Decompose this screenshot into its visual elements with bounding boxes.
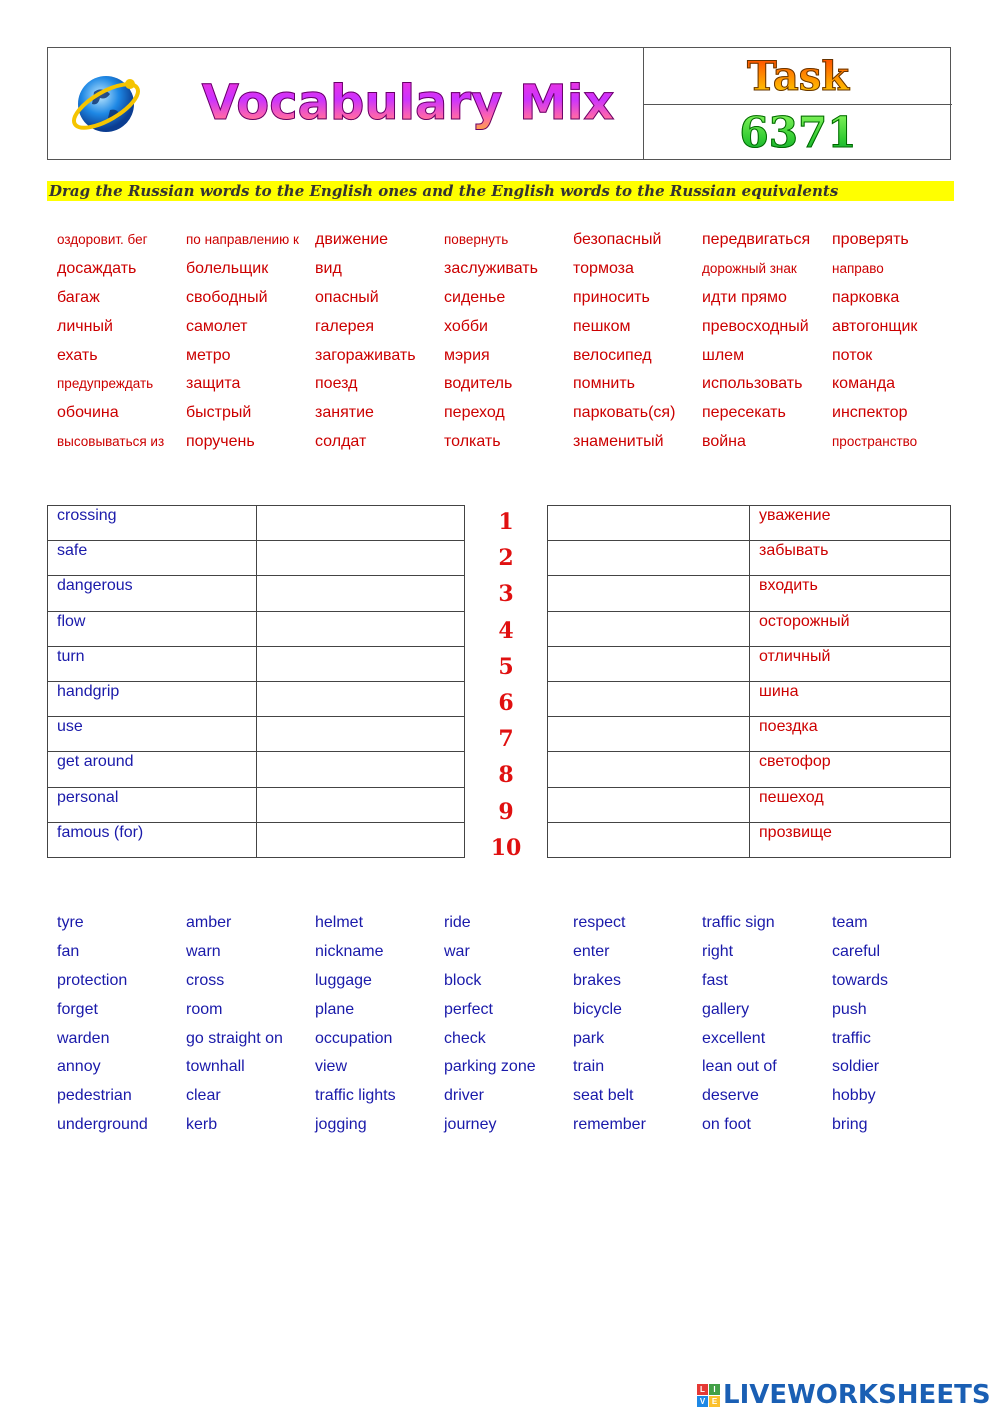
english-word-chip[interactable]: train bbox=[573, 1058, 605, 1076]
english-word-chip[interactable]: careful bbox=[832, 942, 881, 960]
russian-prompt-word: осторожный bbox=[750, 611, 951, 646]
russian-word-chip[interactable]: команда bbox=[832, 375, 896, 393]
english-word-chip[interactable]: gallery bbox=[702, 1000, 750, 1018]
drop-target-slot[interactable] bbox=[257, 787, 465, 822]
table-row bbox=[548, 646, 951, 681]
english-word-chip[interactable]: jogging bbox=[315, 1116, 367, 1134]
english-word-chip[interactable]: occupation bbox=[315, 1029, 393, 1047]
brand-block: L bbox=[697, 1384, 708, 1395]
russian-word-chip[interactable]: война bbox=[702, 433, 746, 451]
drop-target-slot[interactable] bbox=[548, 611, 750, 646]
table-row bbox=[548, 576, 951, 611]
russian-word-chip[interactable]: проверять bbox=[832, 231, 909, 248]
english-word-chip[interactable]: annoy bbox=[57, 1058, 101, 1076]
english-word-chip[interactable]: plane bbox=[315, 1000, 355, 1018]
row-number-column bbox=[475, 505, 537, 867]
english-word-chip[interactable]: townhall bbox=[186, 1058, 245, 1076]
russian-word-chip[interactable]: велосипед bbox=[573, 346, 652, 364]
russian-word-chip[interactable]: защита bbox=[186, 375, 241, 393]
row-number: 8 bbox=[498, 762, 514, 789]
russian-word-chip[interactable]: ехать bbox=[57, 346, 98, 364]
row-number: 6 bbox=[498, 689, 514, 716]
russian-word-chip[interactable]: повернуть bbox=[444, 232, 509, 247]
russian-prompt-word: уважение bbox=[750, 506, 951, 541]
russian-prompt-word: шина bbox=[750, 681, 951, 716]
table-row bbox=[48, 752, 465, 787]
russian-word-chip[interactable]: личный bbox=[57, 317, 113, 335]
brand-block: I bbox=[709, 1384, 720, 1395]
russian-word-chip[interactable]: багаж bbox=[57, 288, 100, 306]
drop-target-slot[interactable] bbox=[548, 752, 750, 787]
russian-word-chip[interactable]: помнить bbox=[573, 375, 635, 393]
english-word-chip[interactable]: traffic lights bbox=[315, 1087, 396, 1105]
english-word-chip[interactable]: on foot bbox=[702, 1116, 751, 1134]
russian-word-chip[interactable]: быстрый bbox=[186, 404, 252, 422]
drop-target-slot[interactable] bbox=[548, 822, 750, 857]
english-word-chip[interactable]: underground bbox=[57, 1116, 148, 1134]
english-prompt-word: use bbox=[48, 717, 257, 752]
drop-target-slot[interactable] bbox=[257, 576, 465, 611]
russian-word-chip[interactable]: хобби bbox=[444, 317, 488, 335]
english-word-chip[interactable]: go straight on bbox=[186, 1029, 283, 1047]
russian-word-chip[interactable]: пешком bbox=[573, 317, 631, 335]
english-word-chip[interactable]: remember bbox=[573, 1116, 646, 1134]
english-word-chip[interactable]: enter bbox=[573, 942, 610, 960]
english-prompt-word: dangerous bbox=[48, 576, 257, 611]
table-row bbox=[548, 787, 951, 822]
russian-prompt-word: пешеход bbox=[750, 787, 951, 822]
drop-target-slot[interactable] bbox=[548, 717, 750, 752]
russian-word-chip[interactable]: галерея bbox=[315, 317, 375, 335]
russian-word-chip[interactable]: солдат bbox=[315, 433, 367, 451]
russian-word-chip[interactable]: использовать bbox=[702, 375, 803, 393]
row-number: 7 bbox=[498, 726, 514, 753]
russian-word-chip[interactable]: поток bbox=[832, 346, 873, 364]
drop-target-slot[interactable] bbox=[548, 681, 750, 716]
russian-word-chip[interactable]: передвигаться bbox=[702, 231, 811, 248]
table-row bbox=[48, 576, 465, 611]
russian-word-bank bbox=[57, 226, 961, 457]
russian-prompt-word: отличный bbox=[750, 646, 951, 681]
table-row bbox=[48, 646, 465, 681]
table-row bbox=[548, 681, 951, 716]
drop-target-slot[interactable] bbox=[257, 541, 465, 576]
english-word-chip[interactable]: push bbox=[832, 1000, 867, 1018]
row-number: 9 bbox=[498, 798, 514, 825]
table-row bbox=[48, 822, 465, 857]
english-word-chip[interactable]: protection bbox=[57, 971, 128, 989]
english-word-chip[interactable]: parking zone bbox=[444, 1058, 536, 1076]
russian-word-chip[interactable]: идти прямо bbox=[702, 288, 787, 306]
english-matching-table bbox=[47, 505, 465, 858]
english-word-chip[interactable]: right bbox=[702, 942, 734, 960]
table-row bbox=[48, 506, 465, 541]
english-word-chip[interactable]: ride bbox=[444, 914, 471, 931]
english-word-chip[interactable]: bring bbox=[832, 1116, 868, 1134]
russian-word-chip[interactable]: поручень bbox=[186, 433, 255, 451]
drop-target-slot[interactable] bbox=[257, 611, 465, 646]
english-word-chip[interactable]: pedestrian bbox=[57, 1087, 132, 1105]
russian-word-chip[interactable]: автогонщик bbox=[832, 317, 918, 335]
row-number: 10 bbox=[490, 834, 522, 861]
table-row bbox=[48, 681, 465, 716]
russian-word-chip[interactable]: болельщик bbox=[186, 259, 269, 277]
brand-block: E bbox=[709, 1396, 720, 1407]
table-row bbox=[48, 787, 465, 822]
russian-word-chip[interactable]: парковка bbox=[832, 288, 900, 306]
english-word-chip[interactable]: view bbox=[315, 1058, 348, 1076]
russian-word-chip[interactable]: знаменитый bbox=[573, 433, 664, 451]
russian-word-chip[interactable]: переход bbox=[444, 404, 505, 422]
english-word-bank bbox=[57, 909, 961, 1140]
table-row bbox=[548, 611, 951, 646]
english-word-chip[interactable]: fan bbox=[57, 942, 80, 960]
russian-word-chip[interactable]: поезд bbox=[315, 375, 358, 393]
english-word-chip[interactable]: tyre bbox=[57, 914, 84, 931]
russian-word-chip[interactable]: обочина bbox=[57, 404, 119, 422]
table-row bbox=[548, 717, 951, 752]
russian-word-chip[interactable]: вид bbox=[315, 259, 342, 277]
drop-target-slot[interactable] bbox=[257, 681, 465, 716]
russian-word-chip[interactable]: сиденье bbox=[444, 288, 506, 306]
english-word-chip[interactable]: team bbox=[832, 914, 868, 931]
english-prompt-word: safe bbox=[48, 541, 257, 576]
russian-word-chip[interactable]: пространство bbox=[832, 434, 918, 450]
russian-word-chip[interactable]: свободный bbox=[186, 288, 268, 306]
russian-word-chip[interactable]: по направлению к bbox=[186, 232, 299, 247]
english-prompt-word: personal bbox=[48, 787, 257, 822]
russian-prompt-word: входить bbox=[750, 576, 951, 611]
russian-word-chip[interactable]: дорожный знак bbox=[702, 260, 797, 276]
english-prompt-word: handgrip bbox=[48, 681, 257, 716]
english-word-chip[interactable]: driver bbox=[444, 1087, 485, 1105]
drop-target-slot[interactable] bbox=[548, 646, 750, 681]
english-prompt-word: get around bbox=[48, 752, 257, 787]
english-word-chip[interactable]: excellent bbox=[702, 1029, 766, 1047]
row-number: 3 bbox=[498, 581, 514, 608]
drop-target-slot[interactable] bbox=[257, 752, 465, 787]
english-word-chip[interactable]: perfect bbox=[444, 1000, 493, 1018]
russian-word-chip[interactable]: досаждать bbox=[57, 259, 137, 277]
drop-target-slot[interactable] bbox=[548, 541, 750, 576]
english-word-chip[interactable]: clear bbox=[186, 1087, 221, 1105]
row-number: 2 bbox=[498, 545, 514, 572]
table-row bbox=[48, 611, 465, 646]
english-word-chip[interactable]: respect bbox=[573, 914, 626, 931]
english-word-chip[interactable]: park bbox=[573, 1029, 605, 1047]
english-word-chip[interactable]: bicycle bbox=[573, 1000, 622, 1018]
english-prompt-word: famous (for) bbox=[48, 822, 257, 857]
header-divider bbox=[643, 104, 952, 105]
english-word-chip[interactable]: forget bbox=[57, 1000, 98, 1018]
english-word-chip[interactable]: warden bbox=[57, 1029, 110, 1047]
russian-word-chip[interactable]: безопасный bbox=[573, 231, 662, 248]
russian-word-chip[interactable]: шлем bbox=[702, 346, 745, 364]
russian-word-chip[interactable]: инспектор bbox=[832, 404, 908, 422]
english-word-chip[interactable]: warn bbox=[186, 942, 221, 960]
english-prompt-word: turn bbox=[48, 646, 257, 681]
russian-word-chip[interactable]: движение bbox=[315, 231, 389, 248]
russian-word-chip[interactable]: толкать bbox=[444, 433, 501, 451]
table-row bbox=[48, 717, 465, 752]
english-prompt-word: crossing bbox=[48, 506, 257, 541]
russian-prompt-word: прозвище bbox=[750, 822, 951, 857]
english-word-chip[interactable]: fast bbox=[702, 971, 728, 989]
english-word-chip[interactable]: towards bbox=[832, 971, 889, 989]
brand-block: V bbox=[697, 1396, 708, 1407]
russian-word-chip[interactable]: предупреждать bbox=[57, 376, 154, 392]
russian-word-chip[interactable]: пересекать bbox=[702, 404, 786, 422]
liveworksheets-logo bbox=[697, 1378, 991, 1412]
russian-prompt-word: поездка bbox=[750, 717, 951, 752]
russian-word-chip[interactable]: опасный bbox=[315, 288, 379, 306]
worksheet-title: Vocabulary Mix bbox=[198, 68, 618, 138]
table-row bbox=[548, 822, 951, 857]
worksheet-header bbox=[47, 47, 951, 160]
instruction-text: Drag the Russian words to the English ones and the English words to the Russian equivalents bbox=[47, 181, 954, 201]
english-word-chip[interactable]: soldier bbox=[832, 1058, 880, 1076]
russian-matching-table bbox=[547, 505, 951, 858]
english-word-chip[interactable]: amber bbox=[186, 914, 232, 931]
english-word-chip[interactable]: hobby bbox=[832, 1087, 876, 1105]
english-word-chip[interactable]: luggage bbox=[315, 971, 372, 989]
english-word-chip[interactable]: helmet bbox=[315, 914, 364, 931]
english-word-chip[interactable]: room bbox=[186, 1000, 223, 1018]
russian-word-chip[interactable]: оздоровит. бег bbox=[57, 232, 148, 247]
drop-target-slot[interactable] bbox=[257, 506, 465, 541]
table-row bbox=[548, 541, 951, 576]
russian-word-chip[interactable]: заслуживать bbox=[444, 259, 538, 277]
russian-word-chip[interactable]: высовываться из bbox=[57, 434, 165, 450]
drop-target-slot[interactable] bbox=[257, 646, 465, 681]
russian-word-chip[interactable]: направо bbox=[832, 260, 884, 276]
russian-prompt-word: забывать bbox=[750, 541, 951, 576]
brand-text: LIVEWORKSHEETS bbox=[723, 1380, 991, 1410]
english-word-chip[interactable]: nickname bbox=[315, 942, 384, 960]
table-row bbox=[48, 541, 465, 576]
row-number: 4 bbox=[498, 617, 514, 644]
russian-word-chip[interactable]: метро bbox=[186, 346, 231, 364]
task-number: 6371 bbox=[644, 106, 952, 160]
russian-word-chip[interactable]: тормоза bbox=[573, 259, 634, 277]
russian-word-chip[interactable]: самолет bbox=[186, 317, 248, 335]
english-word-chip[interactable]: lean out of bbox=[702, 1058, 777, 1076]
russian-word-chip[interactable]: мэрия bbox=[444, 346, 490, 364]
english-word-chip[interactable]: block bbox=[444, 971, 482, 989]
english-word-chip[interactable]: journey bbox=[444, 1116, 497, 1134]
table-row bbox=[548, 752, 951, 787]
english-word-chip[interactable]: kerb bbox=[186, 1116, 218, 1134]
english-prompt-word: flow bbox=[48, 611, 257, 646]
task-label: Task bbox=[644, 50, 952, 104]
english-word-chip[interactable]: check bbox=[444, 1029, 486, 1047]
russian-word-chip[interactable]: приносить bbox=[573, 288, 650, 306]
drop-target-slot[interactable] bbox=[548, 576, 750, 611]
english-word-chip[interactable]: deserve bbox=[702, 1087, 759, 1105]
russian-word-chip[interactable]: парковать(ся) bbox=[573, 404, 676, 422]
drop-target-slot[interactable] bbox=[548, 787, 750, 822]
english-word-chip[interactable]: war bbox=[444, 942, 470, 960]
english-word-chip[interactable]: seat belt bbox=[573, 1087, 634, 1105]
table-row bbox=[548, 506, 951, 541]
drop-target-slot[interactable] bbox=[257, 822, 465, 857]
english-word-chip[interactable]: brakes bbox=[573, 971, 622, 989]
russian-word-chip[interactable]: загораживать bbox=[315, 346, 416, 364]
drop-target-slot[interactable] bbox=[257, 717, 465, 752]
row-number: 1 bbox=[498, 509, 514, 535]
english-word-chip[interactable]: traffic bbox=[832, 1029, 871, 1047]
russian-word-chip[interactable]: превосходный bbox=[702, 317, 809, 335]
brand-blocks-icon bbox=[697, 1384, 720, 1407]
globe-logo-icon bbox=[66, 62, 146, 142]
russian-word-chip[interactable]: занятие bbox=[315, 404, 374, 422]
english-word-chip[interactable]: cross bbox=[186, 971, 225, 989]
russian-prompt-word: светофор bbox=[750, 752, 951, 787]
english-word-chip[interactable]: traffic sign bbox=[702, 914, 775, 931]
russian-word-chip[interactable]: водитель bbox=[444, 375, 513, 393]
row-number: 5 bbox=[498, 653, 514, 680]
drop-target-slot[interactable] bbox=[548, 506, 750, 541]
